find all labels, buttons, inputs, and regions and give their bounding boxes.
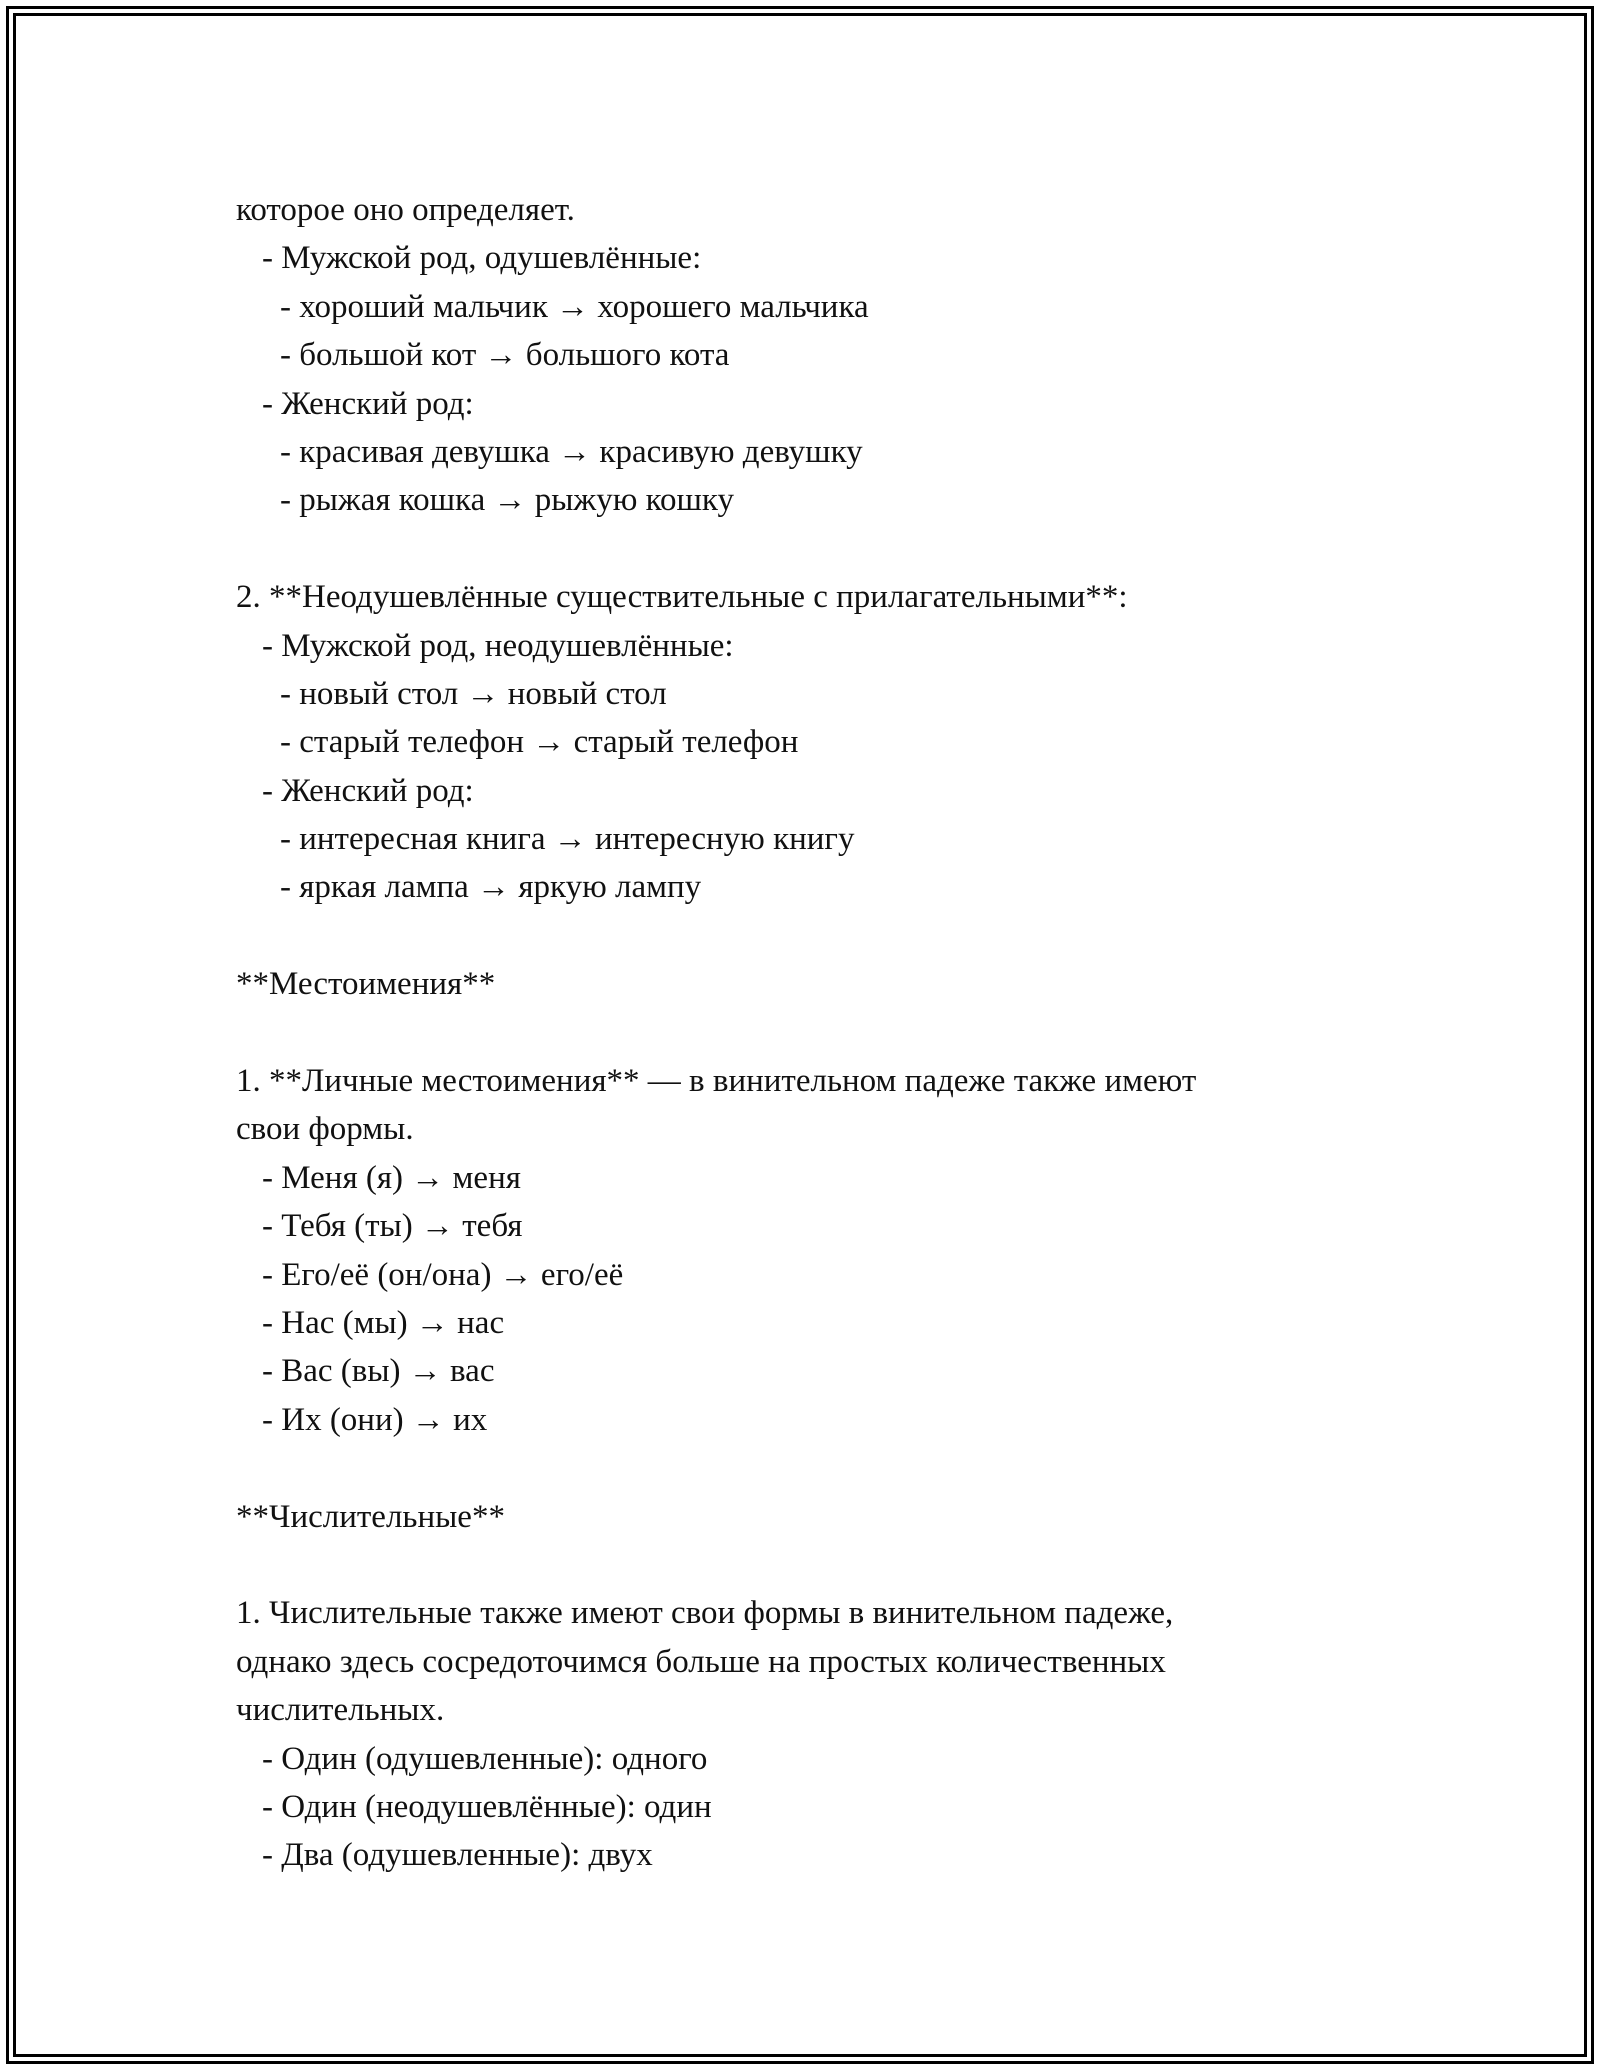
list-item: - рыжая кошка → рыжую кошку: [280, 482, 734, 519]
blank-line: [236, 912, 1386, 960]
list-item: - Один (неодушевлённые): один: [262, 1788, 712, 1825]
list-item: - Нас (мы) → нас: [262, 1304, 505, 1341]
list-item: - старый телефон → старый телефон: [280, 724, 799, 761]
paragraph-continuation: однако здесь сосредоточимся больше на простых количественных: [236, 1643, 1166, 1680]
numbered-paragraph: 1. **Личные местоимения** — в винительном падеже также имеют: [236, 1063, 1197, 1100]
list-item: - большой кот → большого кота: [280, 337, 730, 374]
list-item: - яркая лампа → яркую лампу: [280, 869, 702, 906]
list-item: - Женский род:: [262, 772, 474, 809]
document-body: [236, 186, 1386, 1880]
list-item: - новый стол → новый стол: [280, 675, 667, 712]
paragraph-continuation: числительных.: [236, 1692, 445, 1729]
list-item: - Вас (вы) → вас: [262, 1353, 495, 1390]
list-item: - Их (они) → их: [262, 1401, 488, 1438]
list-item: - Мужской род, неодушевлённые:: [262, 627, 734, 664]
section-heading: **Местоимения**: [236, 966, 496, 1003]
numbered-heading: 2. **Неодушевлённые существительные с прилагательными**:: [236, 579, 1128, 616]
blank-line: [236, 525, 1386, 573]
text-line: которое оно определяет.: [236, 192, 575, 228]
blank-line: [236, 1444, 1386, 1492]
list-item: - Меня (я) → меня: [262, 1159, 521, 1196]
list-item: - красивая девушка → красивую девушку: [280, 433, 863, 470]
list-item: - Его/её (он/она) → его/её: [262, 1256, 624, 1293]
list-item: - интересная книга → интересную книгу: [280, 821, 855, 858]
list-item: - хороший мальчик → хорошего мальчика: [280, 288, 869, 325]
list-item: - Один (одушевленные): одного: [262, 1740, 708, 1777]
paragraph-continuation: свои формы.: [236, 1111, 414, 1148]
list-item: - Мужской род, одушевлённые:: [262, 240, 702, 277]
list-item: - Тебя (ты) → тебя: [262, 1208, 523, 1245]
blank-line: [236, 1009, 1386, 1057]
list-item: - Два (одушевленные): двух: [262, 1837, 653, 1874]
section-heading: **Числительные**: [236, 1498, 505, 1535]
numbered-paragraph: 1. Числительные также имеют свои формы в винительном падеже,: [236, 1595, 1174, 1632]
blank-line: [236, 1541, 1386, 1589]
list-item: - Женский род:: [262, 385, 474, 422]
